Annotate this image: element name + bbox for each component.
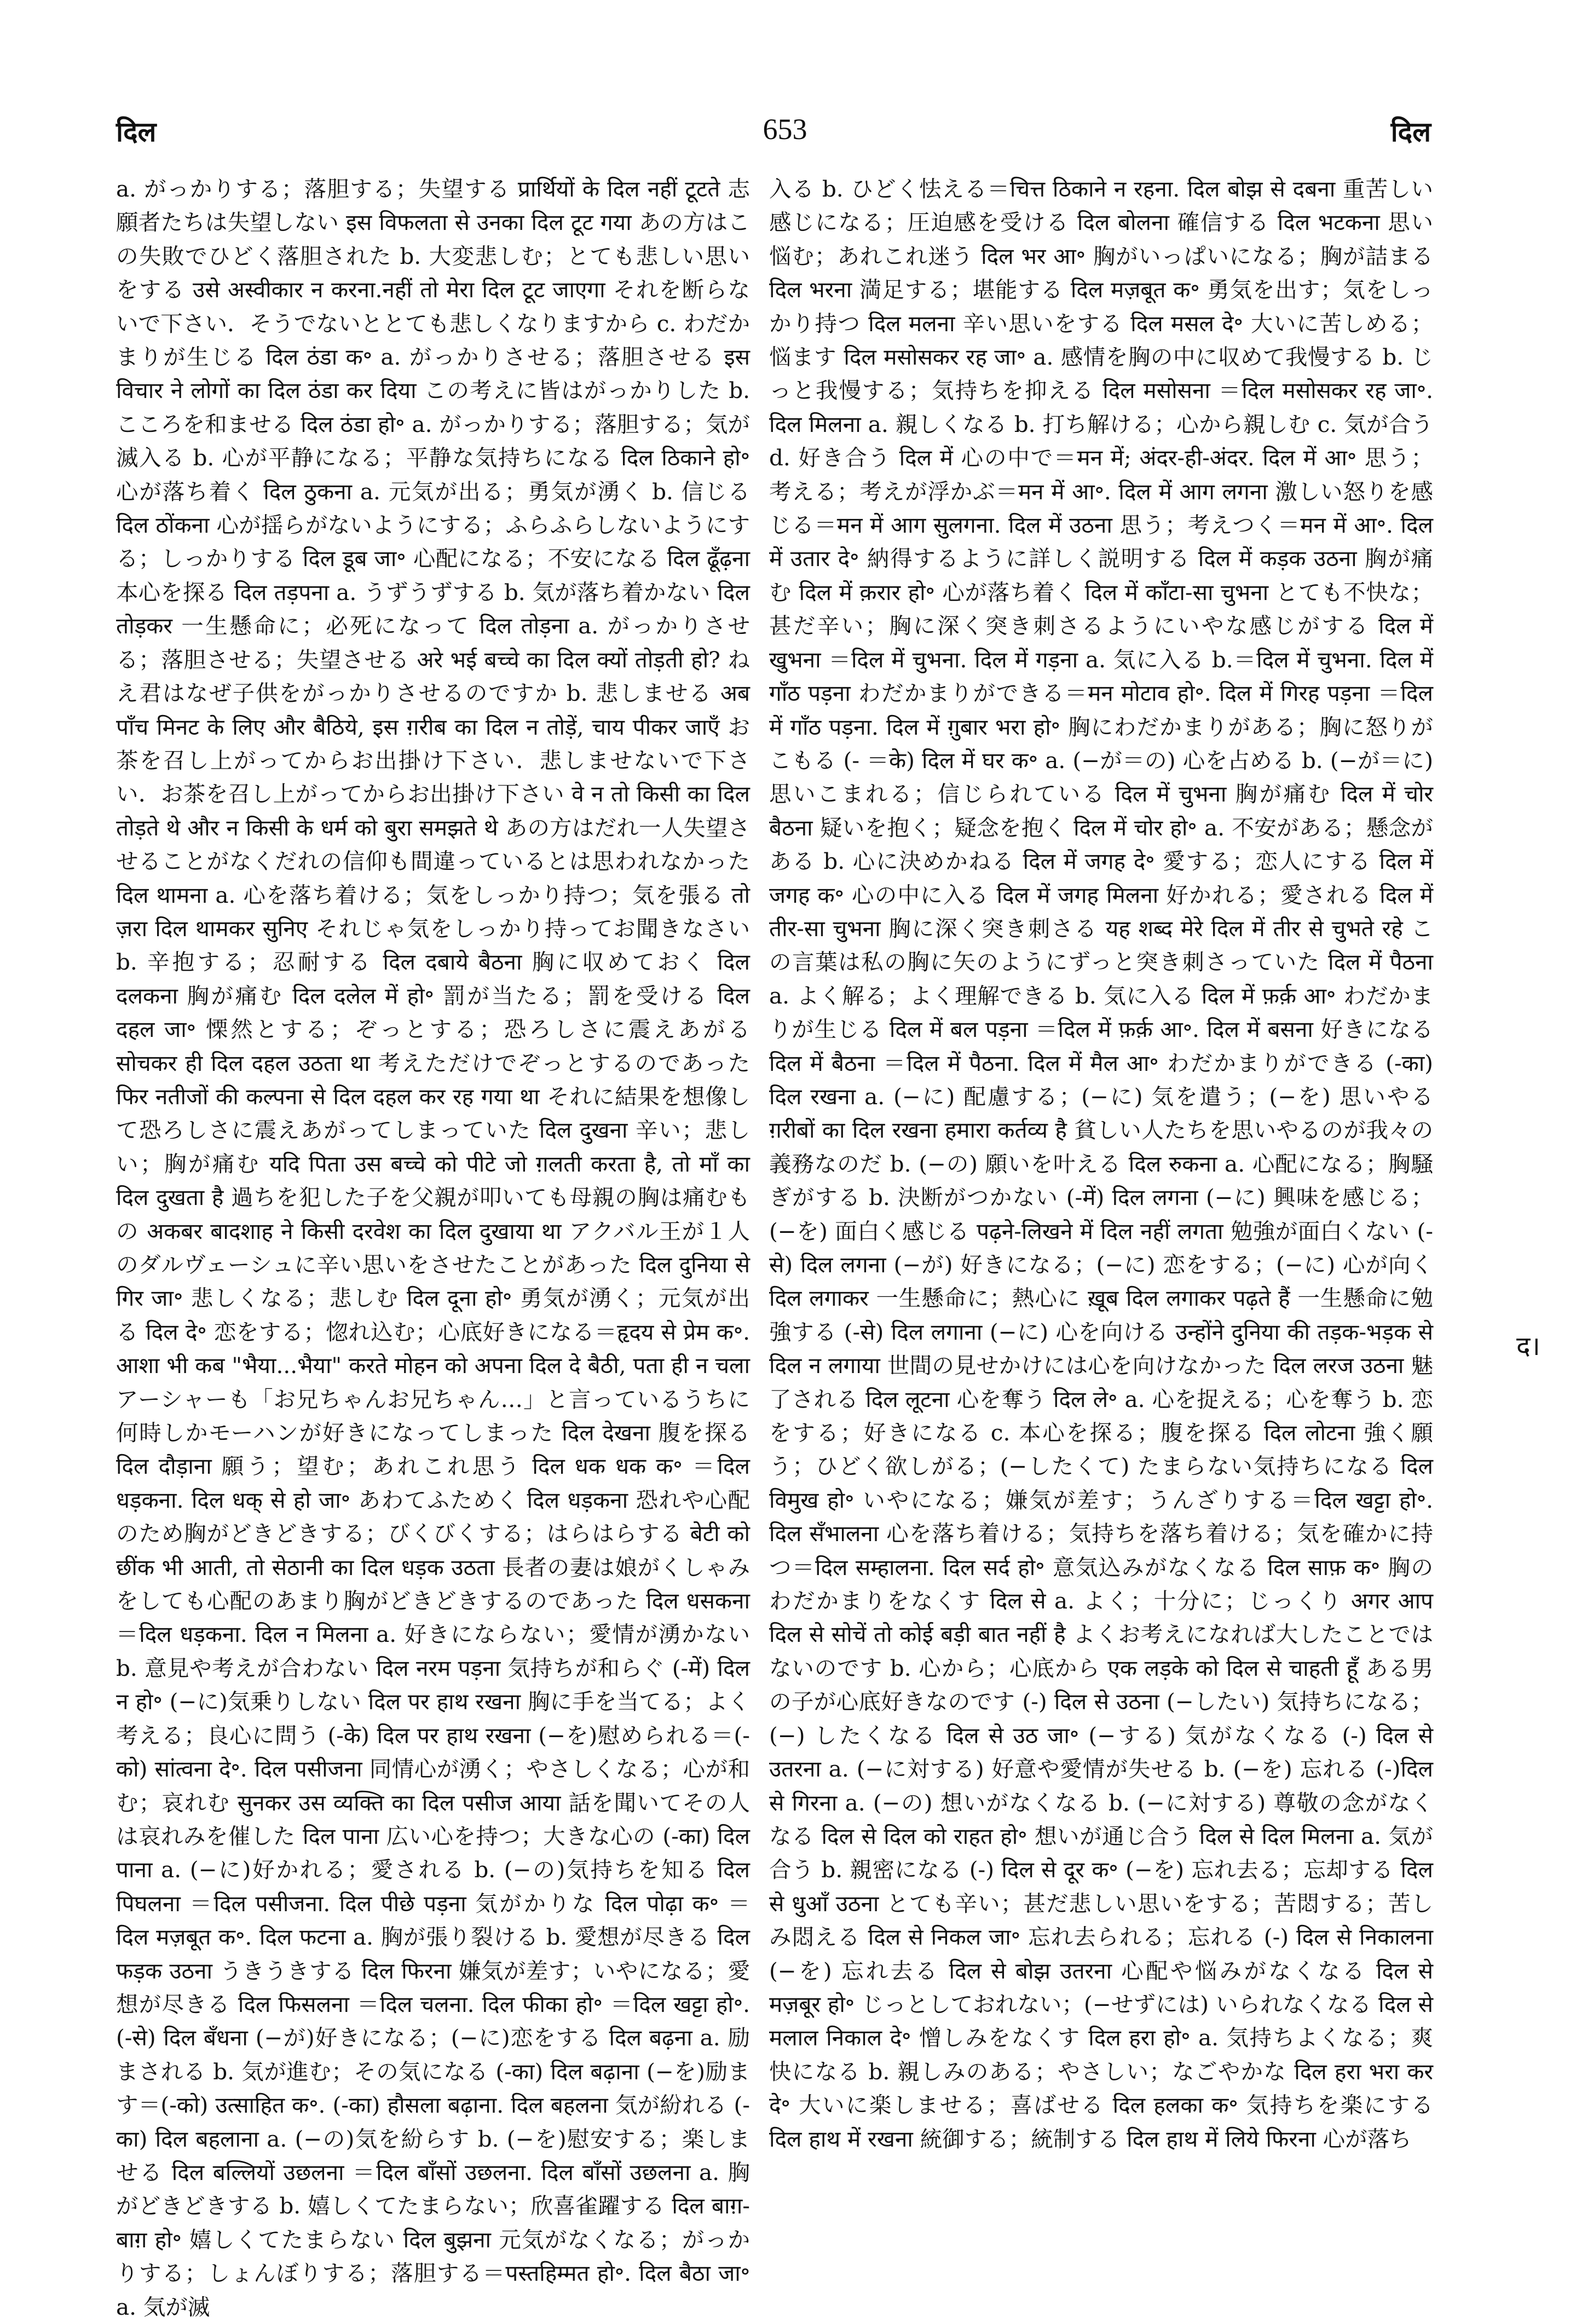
left-column: [116, 172, 750, 2320]
left-column-text: a. がっかりする；落胆する；失望する प्रार्थियों के दिल नहीं टूटते 志願者たちは失望しない इस विफलता से उनका दिल टूट गया あの方はこの失敗でひどく落胆された b. 大変悲しむ；とても悲しい思いをする उसे अस्वीकार न करना.नहीं तो मेरा दिल टूट जाएगा それを断らないで下さい．そうでないととても悲しくなりますから c. わだかまりが生じる दिल ठंडा क॰ a. がっかりさせる；落胆させる इस विचार ने लोगों का दिल ठंडा कर दिया この考えに皆はがっかりした b. こころを和ませる दिल ठंडा हो॰ a. がっかりする；落胆する；気が滅入る b. 心が平静になる；平静な気持ちになる दिल ठिकाने हो॰ 心が落ち着く दिल ठुकना a. 元気が出る；勇気が湧く b. 信じる दिल ठोंकना 心が揺らがないようにする；ふらふらしないようにする；しっかりする दिल डूब जा॰ 心配になる；不安になる दिल ढूँढ़ना 本心を探る दिल तड़पना a. うずうずする b. 気が落ち着かない दिल तोड़कर 一生懸命に；必死になって दिल तोड़ना a. がっかりさせる；落胆させる；失望させる अरे भई बच्चे का दिल क्यों तोड़ती हो? ねえ君はなぜ子供をがっかりさせるのですか b. 悲しませる अब पाँच मिनट के लिए और बैठिये, इस ग़रीब का दिल न तोड़ें, चाय पीकर जाएँ お茶を召し上がってからお出掛け下さい．悲しませないで下さい．お茶を召し上がってからお出掛け下さい वे न तो किसी का दिल तोड़ते थे और न किसी के धर्म को बुरा समझते थे あの方はだれ一人失望させることがなくだれの信仰も間違っているとは思われなかった दिल थामना a. 心を落ち着ける；気をしっかり持つ；気を張る तो ज़रा दिल थामकर सुनिए それじゃ気をしっかり持ってお聞きなさい b. 辛抱する；忍耐する दिल दबाये बैठना 胸に収めておく दिल दलकना 胸が痛む दिल दलेल में हो॰ 罰が当たる；罰を受ける दिल दहल जा॰ 慄然とする；ぞっとする；恐ろしさに震えあがる सोचकर ही दिल दहल उठता था 考えただけでぞっとするのであった फिर नतीजों की कल्पना से दिल दहल कर रह गया था それに結果を想像して恐ろしさに震えあがってしまっていた दिल दुखना 辛い；悲しい；胸が痛む यदि पिता उस बच्चे को पीटे जो ग़लती करता है, तो माँ का दिल दुखता है 過ちを犯した子を父親が叩いても母親の胸は痛むもの अकबर बादशाह ने किसी दरवेश का दिल दुखाया था アクバル王が１人のダルヴェーシュに辛い思いをさせたことがあった दिल दुनिया से गिर जा॰ 悲しくなる；悲しむ दिल दूना हो॰ 勇気が湧く；元気が出る दिल दे॰ 恋をする；惚れ込む；心底好きになる＝हृदय से प्रेम क॰. आशा भी कब "भैया...भैया" करते मोहन को अपना दिल दे बैठी, पता ही न चला アーシャーも「お兄ちゃんお兄ちゃん…」と言っているうちに何時しかモーハンが好きになってしまった दिल देखना 腹を探る दिल दौड़ाना 願う；望む；あれこれ思う दिल धक धक क॰ ＝दिल धड़कना. दिल धक् से हो जा॰ あわてふためく दिल धड़कना 恐れや心配のため胸がどきどきする；びくびくする；はらはらする बेटी को छींक भी आती, तो सेठानी का दिल धड़क उठता 長者の妻は娘がくしゃみをしても心配のあまり胸がどきどきするのであった दिल धसकना ＝दिल धड़कना. दिल न मिलना a. 好きにならない；愛情が湧かない b. 意見や考えが合わない दिल नरम पड़ना 気持ちが和らぐ (-में) दिल न हो॰ (−に)気乗りしない दिल पर हाथ रखना 胸に手を当てる；よく考える；良心に問う (-के) दिल पर हाथ रखना (−を)慰められる＝(-को) सांत्वना दे॰. दिल पसीजना 同情心が湧く；やさしくなる；心が和む；哀れむ सुनकर उस व्यक्ति का दिल पसीज आया 話を聞いてその人は哀れみを催した दिल पाना 広い心を持つ；大きな心の (-का) दिल पाना a. (−に)好かれる；愛される b. (−の)気持ちを知る दिल पिघलना ＝दिल पसीजना. दिल पीछे पड़ना 気がかりな दिल पोढ़ा क॰ ＝दिल मज़बूत क॰. दिल फटना a. 胸が張り裂ける b. 愛想が尽きる दिल फड़क उठना うきうきする दिल फिरना 嫌気が差す；いやになる；愛想が尽きる दिल फिसलना ＝दिल चलना. दिल फीका हो॰ ＝दिल खट्टा हो॰. (-से) दिल बँधना (−が)好きになる；(−に)恋をする दिल बढ़ना a. 励まされる b. 気が進む；その気になる (-का) दिल बढ़ाना (−を)励ます＝(-को) उत्साहित क॰. (-का) हौसला बढ़ाना. दिल बहलना 気が紛れる (-का) दिल बहलाना a. (−の)気を紛らす b. (−を)慰安する；楽しませる दिल बल्लियों उछलना ＝दिल बाँसों उछलना. दिल बाँसों उछलना a. 胸がどきどきする b. 嬉しくてたまらない；欣喜雀躍する दिल बाग़-बाग़ हो॰ 嬉しくてたまらない दिल बुझना 元気がなくなる；がっかりする；しょんぼりする；落胆する＝पस्तहिम्मत हो॰. दिल बैठा जा॰ a. 気が滅: [116, 176, 750, 2320]
right-column: [769, 172, 1433, 2193]
thumb-index-mark: द।: [1516, 1331, 1540, 1362]
page-number: 653: [763, 113, 807, 146]
header-right-guide-word: दिल: [1390, 116, 1431, 148]
right-column-text: 入る b. ひどく怯える＝चित्त ठिकाने न रहना. दिल बोझ से दबना 重苦しい感じになる；圧迫感を受ける दिल बोलना 確信する दिल भटकना 思い悩む；あれこれ迷う दिल भर आ॰ 胸がいっぱいになる；胸が詰まる दिल भरना 満足する；堪能する दिल मज़बूत क॰ 勇気を出す；気をしっかり持つ दिल मलना 辛い思いをする दिल मसल दे॰ 大いに苦しめる；悩ます दिल मसोसकर रह जा॰ a. 感情を胸の中に収めて我慢する b. じっと我慢する；気持ちを抑える दिल मसोसना ＝दिल मसोसकर रह जा॰. दिल मिलना a. 親しくなる b. 打ち解ける；心から親しむ c. 気が合う d. 好き合う दिल में 心の中で＝मन में; अंदर-ही-अंदर. दिल में आ॰ 思う；考える；考えが浮かぶ＝मन में आ॰. दिल में आग लगना 激しい怒りを感じる＝मन में आग सुलगना. दिल में उठना 思う；考えつく＝मन में आ॰. दिल में उतार दे॰ 納得するように詳しく説明する दिल में कड़क उठना 胸が痛む दिल में क़रार हो॰ 心が落ち着く दिल में काँटा-सा चुभना とても不快な；甚だ辛い；胸に深く突き刺さるようにいやな感じがする दिल में खुभना ＝दिल में चुभना. दिल में गड़ना a. 気に入る b.＝दिल में चुभना. दिल में गाँठ पड़ना わだかまりができる＝मन मोटाव हो॰. दिल में गिरह पड़ना ＝दिल में गाँठ पड़ना. दिल में ग़ुबार भरा हो॰ 胸にわだかまりがある；胸に怒りがこもる (- ＝के) दिल में घर क॰ a. (−が＝の) 心を占める b. (−が＝に) 思いこまれる；信じられている दिल में चुभना 胸が痛む दिल में चोर बैठना 疑いを抱く；疑念を抱く दिल में चोर हो॰ a. 不安がある；懸念がある b. 心に決めかねる दिल में जगह दे॰ 愛する；恋人にする दिल में जगह क॰ 心の中に入る दिल में जगह मिलना 好かれる；愛される दिल में तीर-सा चुभना 胸に深く突き刺さる यह शब्द मेरे दिल में तीर से चुभते रहे この言葉は私の胸に矢のようにずっと突き刺さっていた दिल में पैठना a. よく解る；よく理解できる b. 気に入る दिल में फ़र्क़ आ॰ わだかまりが生じる दिल में बल पड़ना ＝दिल में फ़र्क़ आ॰. दिल में बसना 好きになる दिल में बैठना ＝दिल में पैठना. दिल में मैल आ॰ わだかまりができる (-का) दिल रखना a. (−に) 配慮する；(−に) 気を遣う；(−を) 思いやる ग़रीबों का दिल रखना हमारा कर्तव्य है 貧しい人たちを思いやるのが我々の義務なのだ b. (−の) 願いを叶える दिल रुकना a. 心配になる；胸騒ぎがする b. 決断がつかない (-में) दिल लगना (−に) 興味を感じる；(−を) 面白く感じる पढ़ने-लिखने में दिल नहीं लगता 勉強が面白くない (-से) दिल लगना (−が) 好きになる；(−に) 恋をする；(−に) 心が向く दिल लगाकर 一生懸命に；熱心に ख़ूब दिल लगाकर पढ़ते हैं 一生懸命に勉強する (-से) दिल लगाना (−に) 心を向ける उन्होंने दुनिया की तड़क-भड़क से दिल न लगाया 世間の見せかけには心を向けなかった दिल लरज उठना 魅了される दिल लूटना 心を奪う दिल ले॰ a. 心を捉える；心を奪う b. 恋をする；好きになる c. 本心を探る；腹を探る दिल लोटना 強く願う；ひどく欲しがる；(−したくて) たまらない気持ちになる दिल विमुख हो॰ いやになる；嫌気が差す；うんざりする＝दिल खट्टा हो॰. दिल सँभालना 心を落ち着ける；気持ちを落ち着ける；気を確かに持つ＝दिल सम्हालना. दिल सर्द हो॰ 意気込みがなくなる दिल साफ़ क॰ 胸のわだかまりをなくす दिल से a. よく；十分に；じっくり अगर आप दिल से सोचें तो कोई बड़ी बात नहीं है よくお考えになれば大したことではないのです b. 心から；心底から एक लड़के को दिल से चाहती हूँ ある男の子が心底好きなのです (-) दिल से उठना (−したい) 気持ちになる；(−) したくなる दिल से उठ जा॰ (−する) 気がなくなる (-) दिल से उतरना a. (−に対する) 好意や愛情が失せる b. (−を) 忘れる (-)दिल से गिरना a. (−の) 想いがなくなる b. (−に対する) 尊敬の念がなくなる दिल से दिल को राहत हो॰ 想いが通じ合う दिल से दिल मिलना a. 気が合う b. 親密になる (-) दिल से दूर क॰ (−を) 忘れ去る；忘却する दिल से धुआँ उठना とても辛い；甚だ悲しい思いをする；苦悶する；苦しみ悶える दिल से निकल जा॰ 忘れ去られる；忘れる (-) दिल से निकालना (−を) 忘れ去る दिल से बोझ उतरना 心配や悩みがなくなる दिल से मज़बूर हो॰ じっとしておれない；(−せずには) いられなくなる दिल से मलाल निकाल दे॰ 憎しみをなくす दिल हरा हो॰ a. 気持ちよくなる；爽快になる b. 親しみのある；やさしい；なごやかな दिल हरा भरा कर दे॰ 大いに楽しませる；喜ばせる दिल हलका क॰ 気持ちを楽にする दिल हाथ में रखना 統御する；統制する दिल हाथ में लिये फिरना 心が落ち: [769, 176, 1434, 2152]
header-left-guide-word: दिल: [116, 116, 157, 148]
